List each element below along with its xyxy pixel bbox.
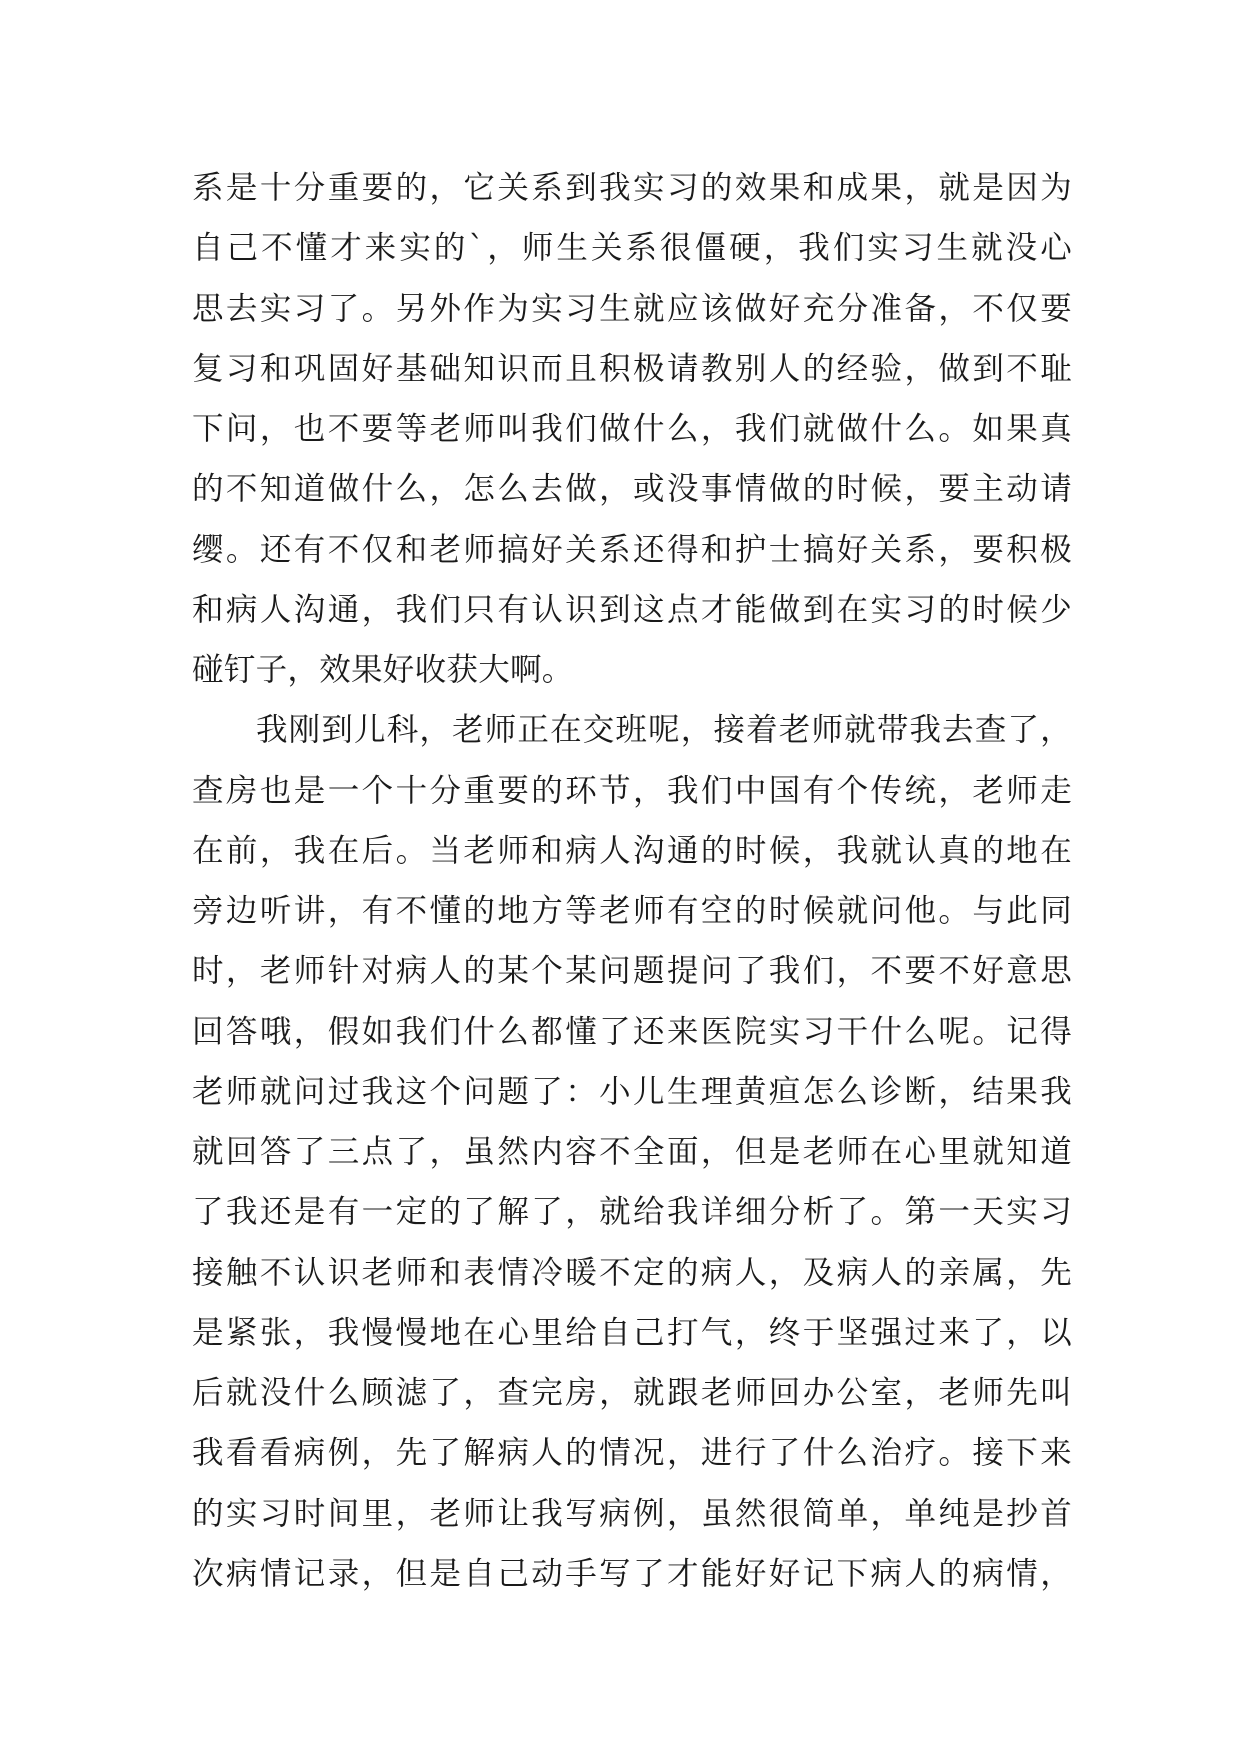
text-line: 在前，我在后。当老师和病人沟通的时候，我就认真的地在 <box>192 832 1072 869</box>
text-line: 回答哦，假如我们什么都懂了还来医院实习干什么呢。记得 <box>192 1013 1072 1050</box>
text-line: 就回答了三点了，虽然内容不全面，但是老师在心里就知道 <box>192 1134 1072 1170</box>
text-line: 了我还是有一定的了解了，就给我详细分析了。第一天实习 <box>192 1194 1072 1231</box>
text-line: 查房也是一个十分重要的环节，我们中国有个传统，老师走 <box>192 772 1072 809</box>
paragraph-1 <box>192 158 1072 700</box>
text-line: 老师就问过我这个问题了：小儿生理黄疸怎么诊断，结果我 <box>192 1073 1072 1110</box>
text-line: 旁边听讲，有不懂的地方等老师有空的时候就问他。与此同 <box>192 893 1072 929</box>
text-line: 和病人沟通，我们只有认识到这点才能做到在实习的时候少 <box>192 591 1072 628</box>
text-line: 时，老师针对病人的某个某问题提问了我们，不要不好意思 <box>192 953 1072 990</box>
text-line: 复习和巩固好基础知识而且积极请教别人的经验，做到不耻 <box>192 350 1072 387</box>
text-line: 后就没什么顾滤了，查完房，就跟老师回办公室，老师先叫 <box>192 1375 1072 1411</box>
text-line: 缨。还有不仅和老师搞好关系还得和护士搞好关系，要积极 <box>192 531 1072 568</box>
text-line: 次病情记录，但是自己动手写了才能好好记下病人的病情， <box>192 1555 1072 1592</box>
text-line: 是紧张，我慢慢地在心里给自己打气，终于坚强过来了，以 <box>192 1314 1072 1351</box>
text-line: 碰钉子，效果好收获大啊。 <box>192 652 574 688</box>
text-line: 下问，也不要等老师叫我们做什么，我们就做什么。如果真 <box>192 411 1072 447</box>
paragraph-2 <box>192 700 1072 1604</box>
text-line: 思去实习了。另外作为实习生就应该做好充分准备，不仅要 <box>192 290 1072 327</box>
text-line: 自己不懂才来实的`，师生关系很僵硬，我们实习生就没心 <box>192 230 1072 267</box>
text-line: 的不知道做什么，怎么去做，或没事情做的时候，要主动请 <box>192 471 1072 508</box>
text-line: 接触不认识老师和表情冷暖不定的病人，及病人的亲属，先 <box>192 1254 1072 1291</box>
text-line: 系是十分重要的，它关系到我实习的效果和成果，就是因为 <box>192 170 1072 206</box>
text-line: 我看看病例，先了解病人的情况，进行了什么治疗。接下来 <box>192 1435 1072 1472</box>
text-line: 的实习时间里，老师让我写病例，虽然很简单，单纯是抄首 <box>192 1495 1072 1532</box>
body-text <box>192 158 1072 1604</box>
text-line: 我刚到儿科，老师正在交班呢，接着老师就带我去查了， <box>256 712 1072 749</box>
